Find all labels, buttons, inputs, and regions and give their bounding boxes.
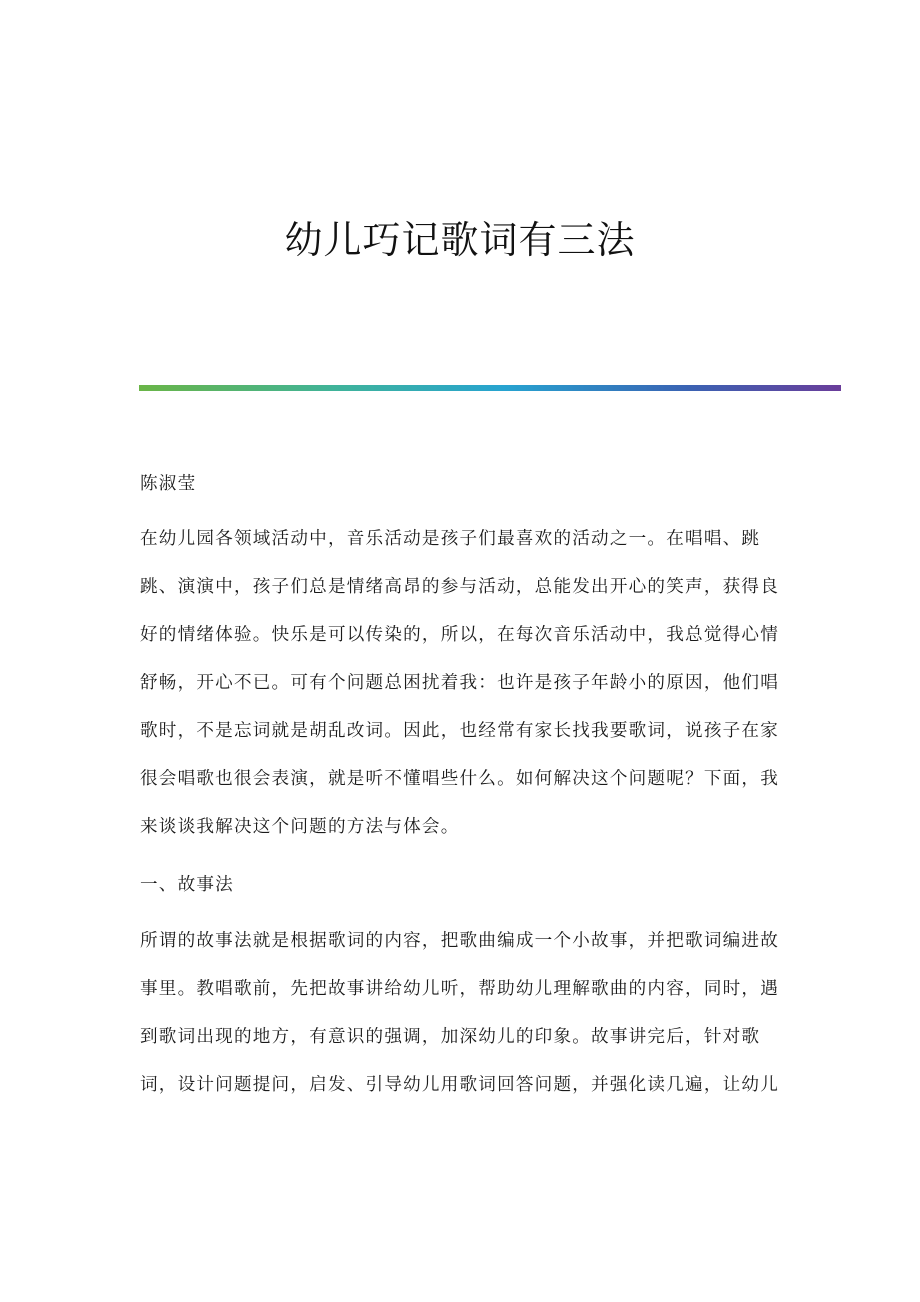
paragraph-line: 词，设计问题提问，启发、引导幼儿用歌词回答问题，并强化读几遍，让幼儿 — [140, 1075, 779, 1095]
paragraph-line: 到歌词出现的地方，有意识的强调，加深幼儿的印象。故事讲完后，针对歌 — [140, 1027, 761, 1047]
paragraph-line: 所谓的故事法就是根据歌词的内容，把歌曲编成一个小故事，并把歌词编进故 — [140, 931, 779, 951]
paragraph-line: 舒畅，开心不已。可有个问题总困扰着我：也许是孩子年龄小的原因，他们唱 — [140, 673, 779, 693]
paragraph-line: 事里。教唱歌前，先把故事讲给幼儿听，帮助幼儿理解歌曲的内容，同时，遇 — [140, 979, 779, 999]
paragraph-line: 很会唱歌也很会表演，就是听不懂唱些什么。如何解决这个问题呢？下面，我 — [140, 769, 779, 789]
paragraph-line: 来谈谈我解决这个问题的方法与体会。 — [140, 817, 460, 837]
author-name: 陈淑莹 — [140, 474, 197, 494]
paragraph-line: 在幼儿园各领域活动中，音乐活动是孩子们最喜欢的活动之一。在唱唱、跳 — [140, 529, 761, 549]
title-divider — [139, 385, 841, 391]
section-heading: 一、故事法 — [140, 875, 234, 895]
paragraph-line: 跳、演演中，孩子们总是情绪高昂的参与活动，总能发出开心的笑声，获得良 — [140, 577, 779, 597]
paragraph-line: 好的情绪体验。快乐是可以传染的，所以，在每次音乐活动中，我总觉得心情 — [140, 625, 779, 645]
document-title: 幼儿巧记歌词有三法 — [284, 218, 636, 262]
paragraph-line: 歌时，不是忘词就是胡乱改词。因此，也经常有家长找我要歌词，说孩子在家 — [140, 721, 779, 741]
